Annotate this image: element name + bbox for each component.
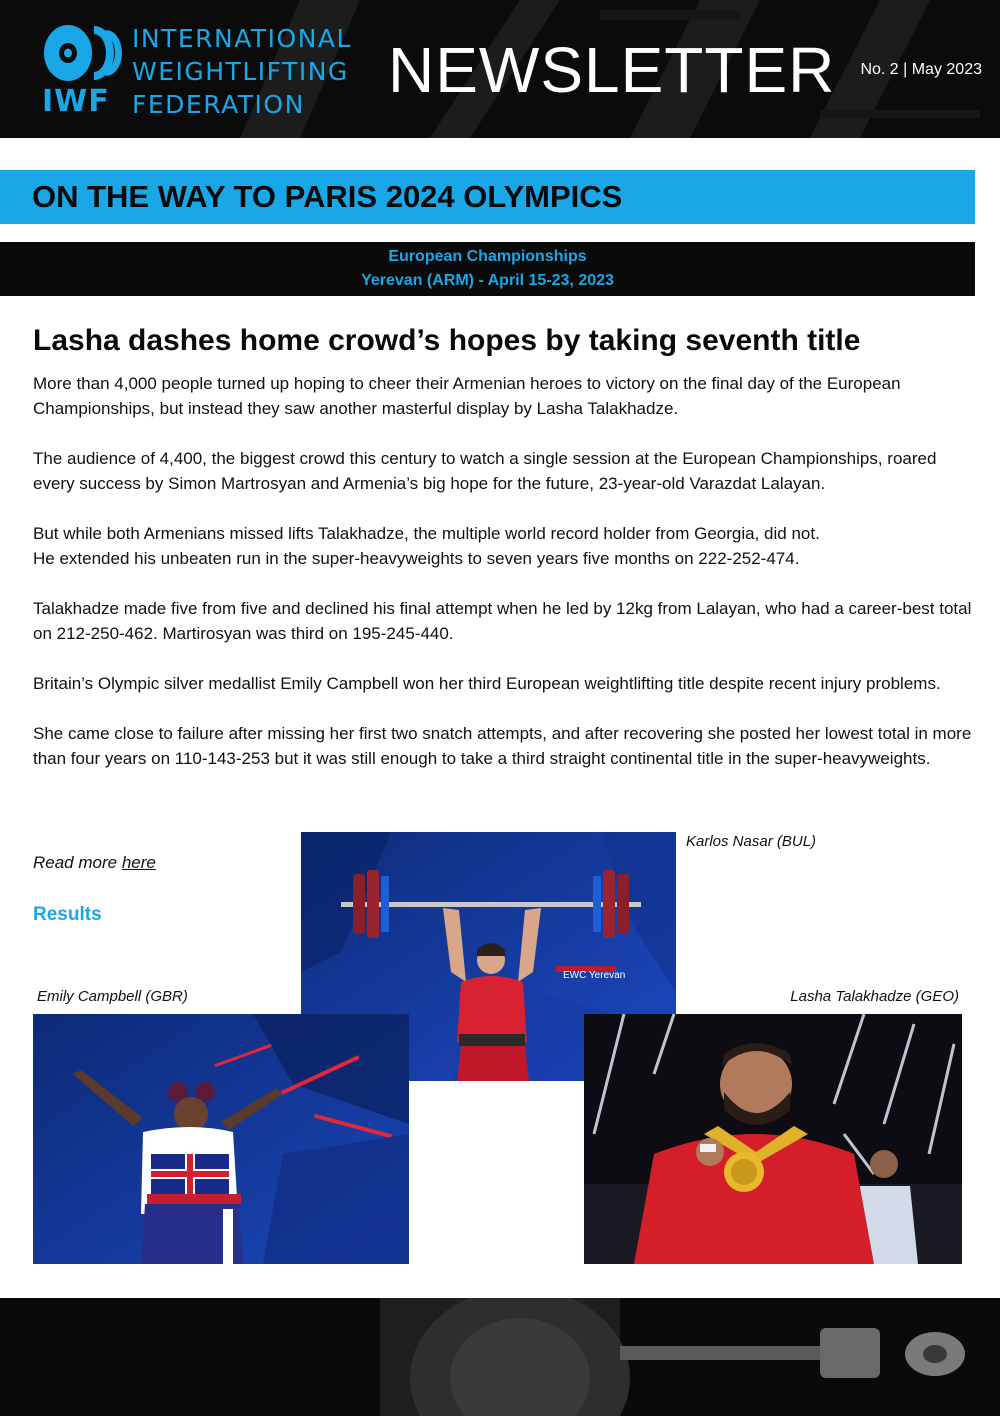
article-paragraph: Talakhadze made five from five and declined his final attempt when he led by 12kg from Lalayan, who had a career-best total on 212-250-462. Martirosyan was third on 195-245-440.	[33, 599, 972, 643]
logo-abbreviation: IWF	[42, 84, 110, 119]
newsletter-title: NEWSLETTER	[388, 34, 836, 106]
article-paragraph: More than 4,000 people turned up hoping to cheer their Armenian heroes to victory on the final day of the European Championships, but instead they saw another masterful display by Lasha Talakhadze.	[33, 374, 901, 418]
article-paragraph: Britain’s Olympic silver medallist Emily Campbell won her third European weightlifting title despite recent injury problems.	[33, 674, 941, 693]
photo-lasha-talakhadze	[584, 1014, 962, 1264]
logo-line: WEIGHTLIFTING	[132, 57, 349, 86]
event-banner	[0, 242, 975, 296]
results-link[interactable]: Results	[33, 904, 102, 925]
article-paragraph	[33, 521, 978, 571]
event-name: European Championships	[388, 248, 587, 265]
article-text: He extended his unbeaten run in the super-heavyweights to seven years five months on 222-252-474.	[33, 549, 800, 568]
lifter-medal-image	[584, 1014, 962, 1264]
photo-emily-campbell	[33, 1014, 409, 1264]
photo-caption-campbell: Emily Campbell (GBR)	[37, 988, 188, 1005]
event-location-dates: Yerevan (ARM) - April 15-23, 2023	[361, 272, 614, 289]
footer-barbell-image	[0, 1298, 1000, 1416]
read-more-link[interactable]: here	[121, 853, 156, 872]
read-more	[33, 850, 156, 875]
issue-label: No. 2 | May 2023	[860, 61, 982, 78]
newsletter-footer	[0, 1298, 1000, 1416]
article-body	[33, 371, 978, 796]
photo-caption-talakhadze: Lasha Talakhadze (GEO)	[790, 988, 959, 1005]
lifter-celebrating-image	[33, 1014, 409, 1264]
logo-line: INTERNATIONAL	[132, 24, 352, 53]
photo-caption-nasar: Karlos Nasar (BUL)	[686, 833, 817, 850]
newsletter-header	[0, 0, 1000, 138]
iwf-logo[interactable]	[42, 22, 352, 122]
article-text: But while both Armenians missed lifts Talakhadze, the multiple world record holder from Georgia, did not.	[33, 524, 820, 543]
logo-wordmark	[132, 22, 352, 121]
section-title: ON THE WAY TO PARIS 2024 OLYMPICS	[32, 179, 623, 214]
section-banner	[0, 170, 975, 224]
read-more-prefix: Read more	[33, 853, 122, 872]
article-text: The audience of 4,400, the biggest crowd this century to watch a single session at the European Championships, roared every success by Simon Martrosyan and Armenia’s big hope for the future, 23-year-old Varazdat Lalayan.	[33, 449, 937, 493]
iwf-plates-icon	[42, 22, 122, 84]
article-paragraph	[33, 446, 978, 496]
article-headline: Lasha dashes home crowd’s hopes by taking seventh title	[33, 324, 861, 357]
article-paragraph: She came close to failure after missing her first two snatch attempts, and after recovering she posted her lowest total in more than four years on 110-143-253 but it was still enough to take a third straight continental title in the super-heavyweights.	[33, 724, 972, 768]
venue-logo-text: EWC Yerevan	[563, 970, 626, 981]
logo-line: FEDERATION	[132, 90, 305, 119]
